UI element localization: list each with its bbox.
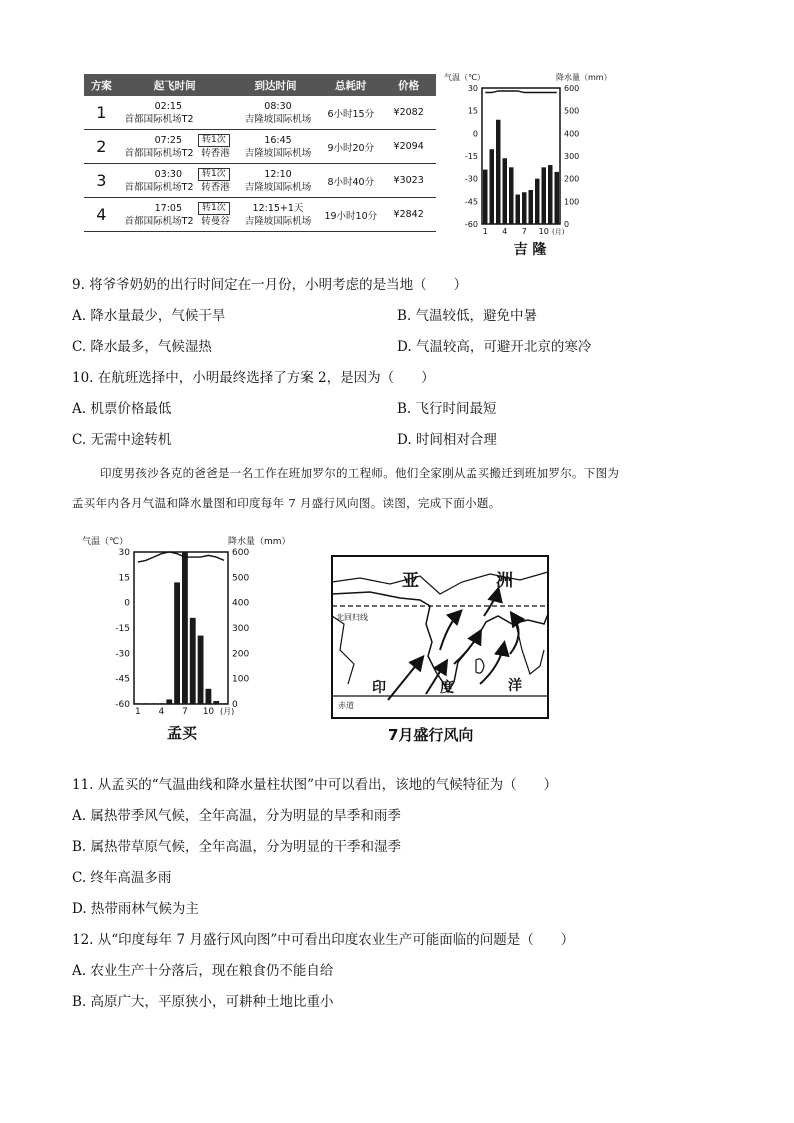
- q9-stem: 9. 将爷爷奶奶的出行时间定在一月份，小明考虑的是当地（ ）: [72, 277, 468, 293]
- temp-tick-label: -30: [464, 174, 478, 184]
- precip-tick-label: 500: [232, 573, 250, 584]
- precip-tick-label: 100: [232, 674, 250, 685]
- transfer-city: 转香港: [201, 181, 230, 193]
- departure-airport: 首都国际机场T2: [124, 147, 194, 159]
- precip-bar: [490, 149, 495, 224]
- temp-tick-label: 30: [467, 84, 478, 93]
- q10-option-a: A. 机票价格最低: [72, 401, 172, 417]
- temp-tick-label: 0: [472, 129, 478, 139]
- q12-stem: 12. 从“印度每年 7 月盛行风向图”中可看出印度农业生产可能面临的问题是（ ）: [72, 932, 575, 948]
- precip-bar: [535, 179, 540, 224]
- precip-tick-label: 400: [564, 129, 580, 139]
- temp-tick-label: 15: [118, 573, 130, 584]
- price: ¥2094: [381, 130, 436, 164]
- precip-bar: [509, 167, 514, 224]
- intro-line-2: 孟买年内各月气温和降水量图和印度每年 7 月盛行风向图。读图，完成下面小题。: [72, 496, 501, 510]
- precip-bar: [516, 195, 521, 224]
- intro-line-1: 印度男孩沙各克的爸爸是一名工作在班加罗尔的工程师。他们全家刚从孟买搬迁到班加罗尔。下图为: [100, 466, 620, 480]
- precip-bar: [135, 703, 141, 704]
- arrival-time: 08:30: [264, 100, 292, 112]
- transfer-badge: 转1次: [198, 134, 230, 147]
- x-axis-label: (月): [552, 228, 565, 236]
- q10-option-c: C. 无需中途转机: [72, 432, 172, 448]
- y-axis-right-label: 降水量（mm）: [228, 537, 291, 547]
- precip-bar: [542, 167, 547, 224]
- wind-map: [330, 554, 550, 754]
- asia-label-1: 亚: [402, 571, 419, 591]
- precip-tick-label: 200: [564, 174, 580, 184]
- precip-bar: [483, 170, 488, 224]
- precip-bar: [206, 689, 212, 704]
- asia-label-2: 洲: [496, 571, 513, 591]
- precip-bar: [213, 701, 219, 704]
- header-arrival: 到达时间: [231, 74, 320, 96]
- arrival-airport: 吉隆坡国际机场: [244, 181, 312, 193]
- precip-bar: [174, 582, 180, 704]
- plan-number: 1: [84, 96, 119, 130]
- y-axis-left-label: 气温（℃）: [444, 73, 485, 82]
- temp-tick-label: -60: [464, 220, 478, 229]
- transfer-city: 转曼谷: [201, 215, 230, 227]
- arrival-cell: [231, 130, 320, 164]
- q9-option-d: D. 气温较高，可避开北京的寒冷: [397, 339, 592, 355]
- x-tick-label: 7: [521, 227, 527, 236]
- flight-table: [84, 74, 436, 232]
- y-axis-left-label: 气温（℃）: [82, 537, 129, 547]
- duration: 6小时15分: [320, 96, 381, 130]
- departure-airport: 首都国际机场T2: [124, 215, 194, 227]
- duration: 8小时40分: [320, 164, 381, 198]
- q10-option-d: D. 时间相对合理: [397, 432, 497, 448]
- duration: 9小时20分: [320, 130, 381, 164]
- temp-tick-label: 15: [467, 106, 478, 116]
- table-row: [84, 164, 436, 198]
- chart-title: 孟买: [166, 724, 198, 742]
- plan-number: 2: [84, 130, 119, 164]
- precip-bar: [555, 172, 560, 224]
- temp-tick-label: -15: [115, 624, 130, 634]
- precip-tick-label: 300: [232, 624, 250, 634]
- arrival-airport: 吉隆坡国际机场: [244, 215, 312, 227]
- chart-title: 吉 隆: [513, 242, 547, 258]
- precip-tick-label: 300: [564, 152, 580, 161]
- price: ¥2842: [381, 198, 436, 232]
- arrival-time: 12:10: [264, 168, 292, 180]
- departure-time: 17:05: [154, 202, 183, 214]
- precip-bar: [221, 703, 227, 704]
- precip-tick-label: 0: [232, 700, 238, 710]
- arrival-cell: [231, 96, 320, 130]
- x-tick-label: 1: [135, 707, 141, 717]
- departure-airport: 首都国际机场T2: [124, 113, 194, 125]
- temp-tick-label: -15: [464, 152, 478, 161]
- x-tick-label: 4: [502, 227, 508, 236]
- x-axis-label: (月): [220, 707, 235, 716]
- plan-number: 4: [84, 198, 119, 232]
- precip-bar: [496, 120, 501, 224]
- x-tick-label: 10: [538, 227, 549, 236]
- arrival-time: 16:45: [264, 134, 292, 146]
- precip-bar: [522, 192, 527, 224]
- header-departure: 起飞时间: [119, 74, 231, 96]
- precip-tick-label: 600: [564, 84, 580, 93]
- x-tick-label: 10: [202, 707, 215, 717]
- plot-frame: [134, 552, 228, 704]
- arrival-airport: 吉隆坡国际机场: [244, 113, 312, 125]
- q12-option-b: B. 高原广大，平原狭小，可耕种土地比重小: [72, 994, 334, 1010]
- x-tick-label: 1: [482, 227, 488, 236]
- q11-option-b: B. 属热带草原气候，全年高温，分为明显的干季和湿季: [72, 839, 402, 855]
- x-tick-label: 7: [182, 707, 188, 717]
- ocean-label-1: 印: [372, 680, 386, 696]
- x-tick-label: 4: [158, 707, 165, 717]
- precip-tick-label: 100: [564, 197, 580, 207]
- departure-time: 07:25: [154, 134, 183, 146]
- transfer-badge: 转1次: [198, 168, 230, 181]
- precip-bar: [166, 699, 172, 704]
- departure-cell: [119, 198, 231, 232]
- arrival-cell: [231, 198, 320, 232]
- departure-airport: 首都国际机场T2: [124, 181, 194, 193]
- header-plan: 方案: [84, 74, 119, 96]
- departure-time: 03:30: [154, 168, 183, 180]
- precip-bar: [151, 703, 157, 704]
- arrival-cell: [231, 164, 320, 198]
- q11-option-c: C. 终年高温多雨: [72, 870, 172, 886]
- mumbai-climate-chart: [82, 524, 312, 746]
- temp-tick-label: -60: [115, 700, 130, 710]
- precip-bar: [503, 158, 508, 224]
- precip-bar: [159, 703, 165, 704]
- q11-option-d: D. 热带雨林气候为主: [72, 901, 199, 917]
- arrival-airport: 吉隆坡国际机场: [244, 147, 312, 159]
- precip-tick-label: 0: [564, 220, 570, 229]
- departure-cell: [119, 130, 231, 164]
- precip-tick-label: 500: [564, 106, 580, 116]
- departure-time: 02:15: [154, 100, 183, 112]
- departure-cell: [119, 96, 231, 130]
- duration: 19小时10分: [320, 198, 381, 232]
- header-price: 价格: [381, 74, 436, 96]
- temp-tick-label: 0: [124, 598, 130, 609]
- y-axis-right-label: 降水量（mm）: [556, 73, 612, 82]
- equator-label: 赤道: [338, 701, 354, 710]
- q9-option-b: B. 气温较低，避免中暑: [397, 308, 538, 324]
- q9-option-c: C. 降水最多，气候湿热: [72, 339, 212, 355]
- precip-tick-label: 400: [232, 598, 250, 609]
- q11-stem: 11. 从孟买的“气温曲线和降水量柱状图”中可以看出，该地的气候特征为（ ）: [72, 777, 558, 793]
- temp-tick-label: -45: [464, 197, 478, 207]
- plan-number: 3: [84, 164, 119, 198]
- precip-bar: [548, 165, 553, 224]
- wind-map-caption: 7月盛行风向: [388, 726, 474, 744]
- price: ¥2082: [381, 96, 436, 130]
- q10-option-b: B. 飞行时间最短: [397, 401, 497, 417]
- q12-option-a: A. 农业生产十分落后，现在粮食仍不能自给: [72, 963, 334, 979]
- precip-bar: [143, 703, 149, 704]
- q10-stem: 10. 在航班选择中，小明最终选择了方案 2，是因为（ ）: [72, 370, 435, 386]
- ocean-label-3: 洋: [508, 678, 522, 694]
- kl-climate-chart: [444, 62, 630, 262]
- precip-tick-label: 600: [232, 548, 250, 558]
- flight-table-container: [84, 74, 436, 232]
- temp-tick-label: 30: [118, 548, 130, 558]
- table-row: [84, 96, 436, 130]
- tropic-label: 北回归线: [336, 613, 368, 622]
- header-duration: 总耗时: [320, 74, 381, 96]
- transfer-badge: 转1次: [198, 202, 230, 215]
- precip-tick-label: 200: [232, 649, 250, 660]
- price: ¥3023: [381, 164, 436, 198]
- precip-bar: [529, 190, 534, 224]
- precip-bar: [182, 552, 188, 704]
- transfer-city: 转香港: [201, 147, 230, 159]
- precip-bar: [190, 618, 196, 704]
- ocean-label-2: 度: [440, 680, 454, 696]
- table-row: [84, 198, 436, 232]
- temp-tick-label: -45: [115, 674, 130, 685]
- precip-bar: [198, 636, 204, 704]
- temp-tick-label: -30: [115, 649, 130, 660]
- departure-cell: [119, 164, 231, 198]
- arrival-time: 12:15+1天: [252, 202, 304, 214]
- table-row: [84, 130, 436, 164]
- flight-table-header: [84, 74, 436, 96]
- q9-option-a: A. 降水量最少，气候干旱: [72, 308, 226, 324]
- q11-option-a: A. 属热带季风气候，全年高温，分为明显的旱季和雨季: [72, 808, 401, 824]
